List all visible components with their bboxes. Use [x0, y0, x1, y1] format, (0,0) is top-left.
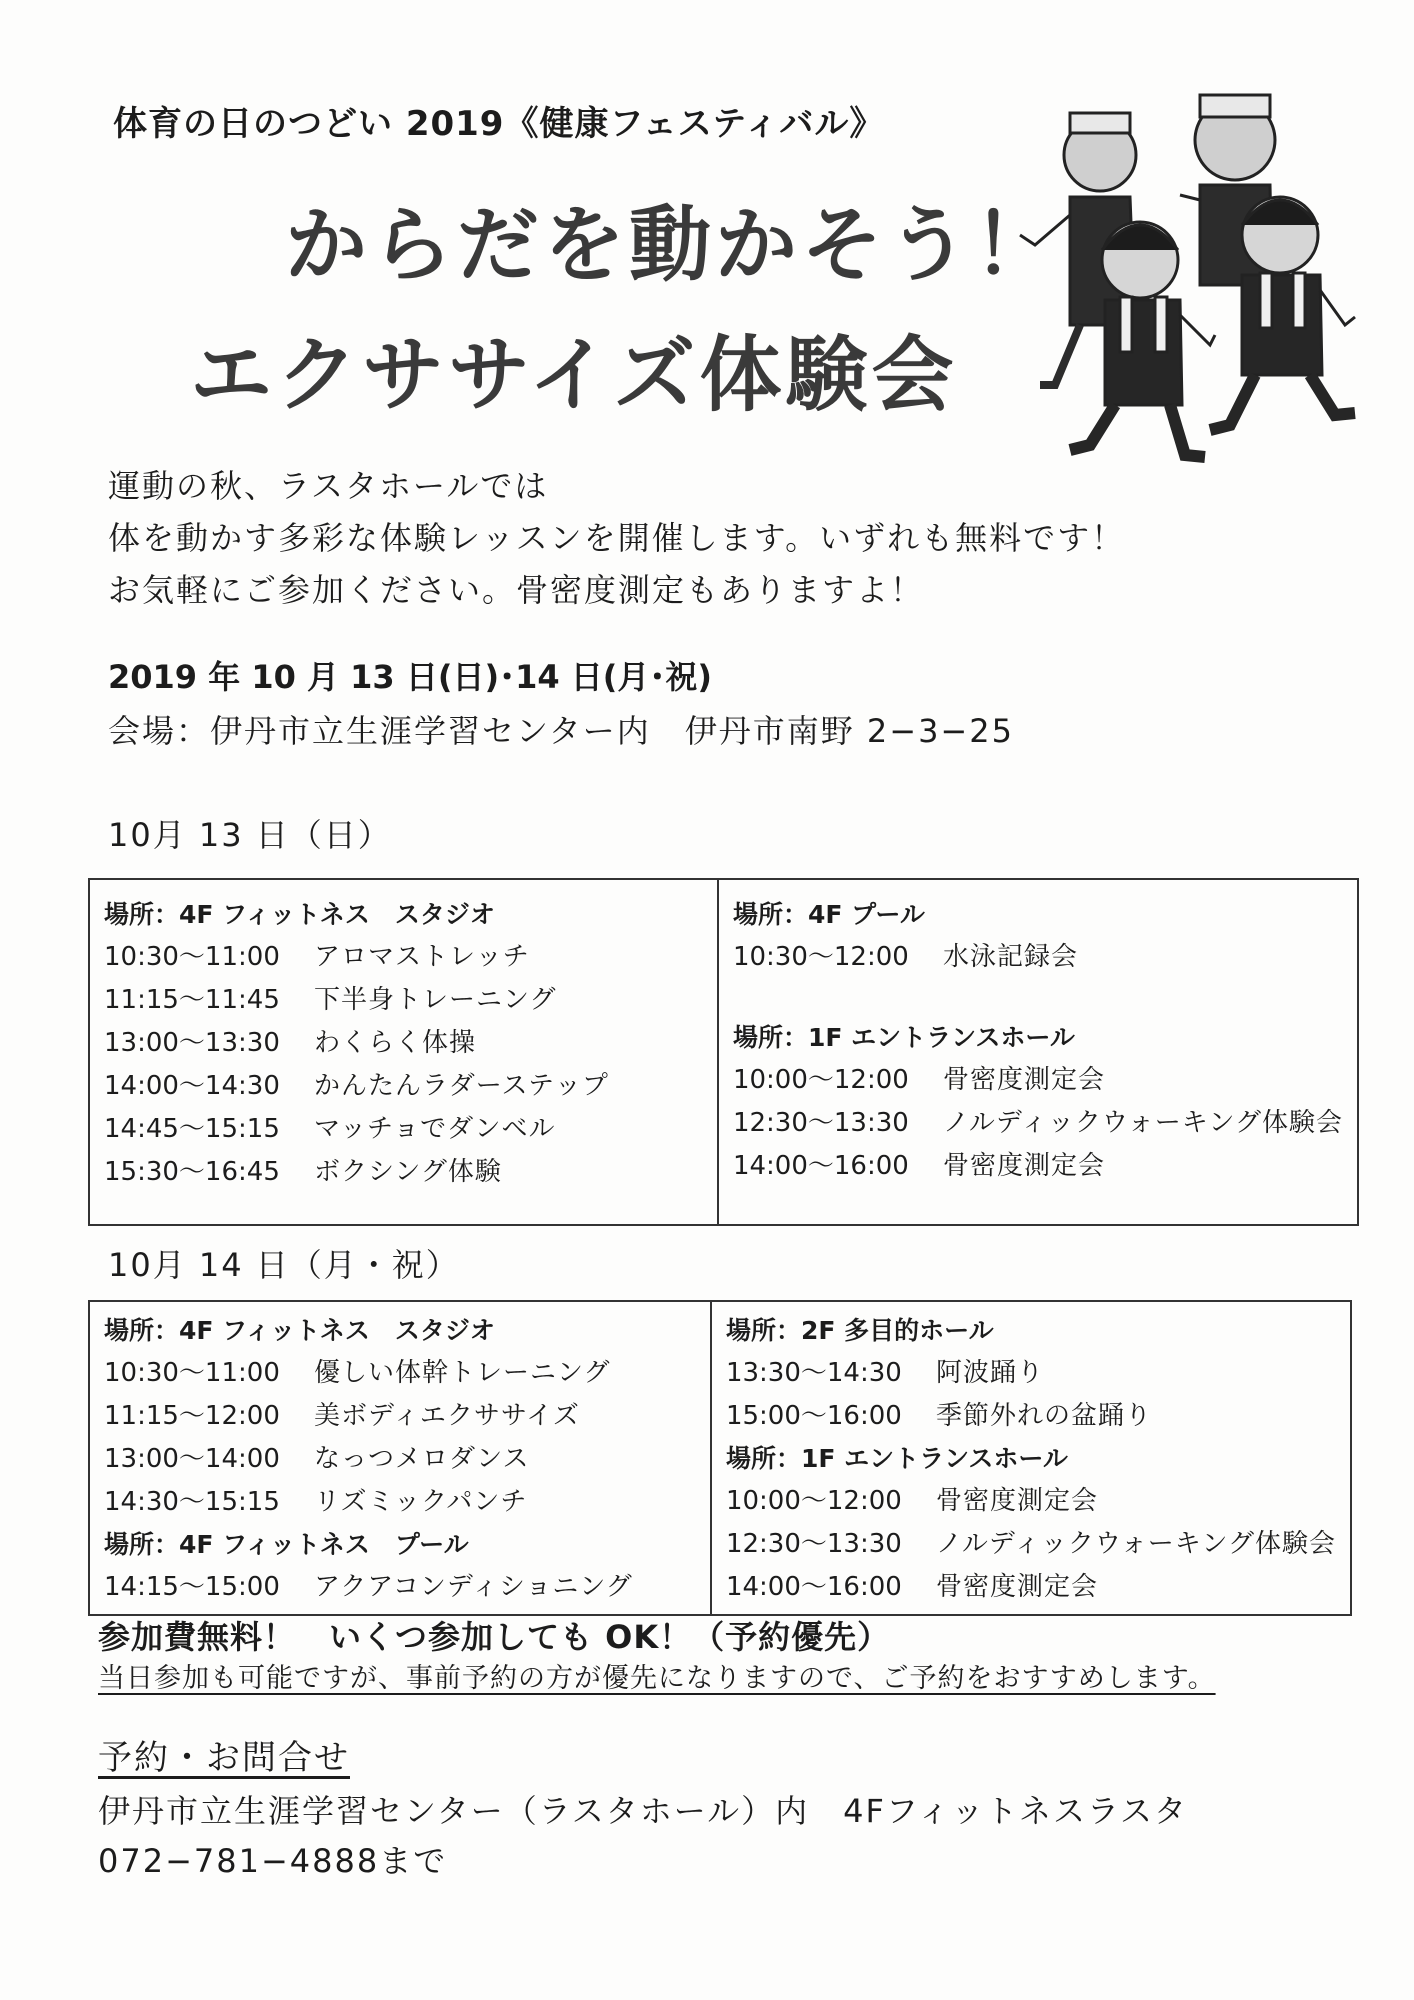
session-row	[733, 1145, 1343, 1188]
session-name: 阿波踊り	[935, 1358, 1044, 1388]
day1-left-column	[90, 880, 719, 1224]
session-name: 季節外れの盆踊り	[935, 1401, 1152, 1431]
session-row	[104, 1438, 696, 1481]
session-name: 水泳記録会	[942, 942, 1078, 972]
session-time: 13:00〜13:30	[104, 1028, 280, 1058]
location-label: 場所：4F フィットネス スタジオ	[104, 1316, 495, 1345]
session-row	[104, 1566, 696, 1609]
session-row	[104, 1352, 696, 1395]
location-label: 場所：1F エントランスホール	[732, 1023, 1075, 1052]
session-name: 骨密度測定会	[942, 1151, 1105, 1181]
day1-heading: 10月 13 日（日）	[108, 816, 392, 854]
event-dates: 2019 年 10 月 13 日(日)･14 日(月･祝)	[108, 658, 713, 696]
intro-paragraph	[108, 460, 1125, 616]
session-time: 10:00〜12:00	[732, 1065, 909, 1095]
reservation-note: 当日参加も可能ですが、事前予約の方が優先になりますので、ご予約をおすすめします。	[98, 1663, 1216, 1694]
contact-heading: 予約・お問合せ	[98, 1738, 350, 1778]
session-row	[726, 1352, 1336, 1395]
headline-line-2: エクササイズ体験会	[190, 328, 958, 423]
session-name: ノルディックウォーキング体験会	[935, 1529, 1336, 1559]
day2-heading: 10月 14 日（月・祝）	[108, 1246, 460, 1284]
session-name: ノルディックウォーキング体験会	[942, 1108, 1343, 1138]
session-row	[726, 1566, 1336, 1609]
session-time: 14:00〜16:00	[725, 1572, 902, 1602]
location-label: 場所：4F フィットネス スタジオ	[104, 900, 495, 929]
session-name: 骨密度測定会	[935, 1486, 1098, 1516]
intro-line: 運動の秋、ラスタホールでは	[108, 467, 549, 505]
session-row	[733, 1059, 1343, 1102]
contact-phone: 072−781−4888まで	[98, 1842, 448, 1880]
session-time: 11:15〜11:45	[104, 985, 280, 1015]
session-row	[726, 1480, 1336, 1523]
location-label: 場所：2F 多目的ホール	[725, 1316, 994, 1345]
session-time: 10:30〜12:00	[732, 942, 909, 972]
session-row	[104, 1022, 703, 1065]
session-name: ボクシング体験	[314, 1157, 502, 1187]
day2-left-column	[90, 1302, 712, 1614]
session-row	[726, 1395, 1336, 1438]
four-people-marching-with-towels-icon	[1010, 85, 1380, 465]
venue-address: 会場：伊丹市立生涯学習センター内 伊丹市南野 2−3−25	[108, 712, 1014, 750]
headline-line-1: からだを動かそう！	[285, 198, 1060, 293]
session-row	[104, 1108, 703, 1151]
session-row	[733, 1102, 1343, 1145]
session-name: わくらく体操	[314, 1028, 477, 1058]
session-name: アロマストレッチ	[314, 942, 530, 972]
location-label: 場所：4F プール	[732, 900, 925, 929]
location-label: 場所：4F フィットネス プール	[104, 1530, 469, 1559]
session-row	[104, 1151, 703, 1194]
session-time: 15:00〜16:00	[725, 1401, 902, 1431]
session-name: 骨密度測定会	[942, 1065, 1105, 1095]
session-time: 14:30〜15:15	[104, 1487, 280, 1517]
session-name: 優しい体幹トレーニング	[314, 1358, 611, 1388]
session-row	[104, 979, 703, 1022]
session-name: 骨密度測定会	[935, 1572, 1098, 1602]
contact-address: 伊丹市立生涯学習センター（ラスタホール）内 4Fフィットネスラスタ	[98, 1792, 1189, 1830]
session-row	[104, 936, 703, 979]
session-name: なっつメロダンス	[314, 1444, 530, 1474]
session-time: 10:00〜12:00	[725, 1486, 902, 1516]
event-title: 体育の日のつどい 2019《健康フェスティバル》	[113, 104, 885, 144]
session-time: 15:30〜16:45	[104, 1157, 280, 1187]
session-row	[726, 1523, 1336, 1566]
intro-line: 体を動かす多彩な体験レッスンを開催します。いずれも無料です！	[108, 519, 1126, 557]
session-name: かんたんラダーステップ	[314, 1071, 609, 1101]
session-time: 14:00〜14:30	[104, 1071, 280, 1101]
session-name: 美ボディエクササイズ	[314, 1401, 580, 1431]
day1-schedule-table	[88, 878, 1359, 1226]
session-time: 12:30〜13:30	[732, 1108, 909, 1138]
session-name: アクアコンディショニング	[314, 1572, 633, 1602]
fee-notice: 参加費無料！ いくつ参加しても OK！（予約優先）	[98, 1618, 891, 1656]
session-row	[104, 1065, 703, 1108]
intro-line: お気軽にご参加ください。骨密度測定もありますよ！	[108, 571, 925, 609]
day1-right-column	[719, 880, 1357, 1224]
session-row	[104, 1395, 696, 1438]
session-time: 14:45〜15:15	[104, 1114, 280, 1144]
session-row	[733, 936, 1343, 979]
session-time: 13:00〜14:00	[104, 1444, 280, 1474]
session-name: 下半身トレーニング	[314, 985, 557, 1015]
session-name: マッチョでダンベル	[314, 1114, 556, 1144]
session-time: 13:30〜14:30	[725, 1358, 902, 1388]
session-time: 12:30〜13:30	[725, 1529, 902, 1559]
day2-schedule-table	[88, 1300, 1352, 1616]
session-time: 10:30〜11:00	[104, 942, 280, 972]
session-time: 10:30〜11:00	[104, 1358, 280, 1388]
session-name: リズミックパンチ	[314, 1487, 528, 1517]
session-time: 14:15〜15:00	[104, 1572, 280, 1602]
day2-right-column	[712, 1302, 1350, 1614]
session-row	[104, 1481, 696, 1524]
session-time: 11:15〜12:00	[104, 1401, 280, 1431]
location-label: 場所：1F エントランスホール	[725, 1444, 1068, 1473]
session-time: 14:00〜16:00	[732, 1151, 909, 1181]
